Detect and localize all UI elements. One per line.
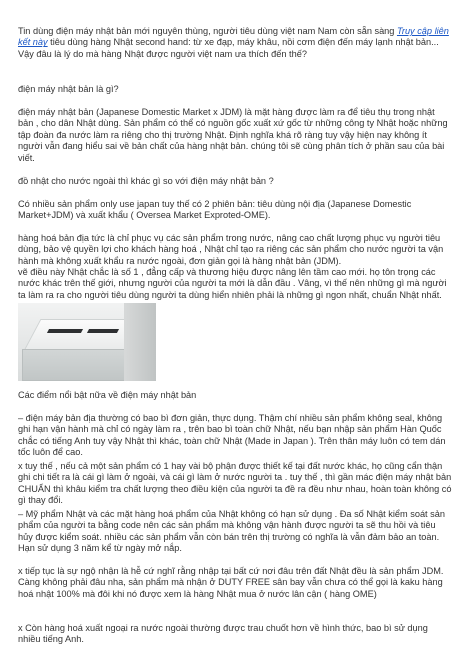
heading-what-is: điện máy nhật bản là gì? bbox=[18, 84, 119, 94]
intro-paragraph bbox=[18, 26, 452, 60]
intro-text-start: Tin dùng điện máy nhật bản mới nguyên thùng, người tiêu dùng việt nam Nam còn sẵn sàng bbox=[18, 26, 397, 36]
intro-link[interactable]: Truy cập liên kết này bbox=[18, 26, 449, 48]
paragraph-expiry: – Mỹ phẩm Nhật và các mặt hàng hoá phẩm của Nhật không có hạn sử dụng . Đa số Nhật kiểm soát sản phẩm của người ta bằng code nên các sản phẩm mà không vận hành được người ta sẽ thu hồi và tiêu hủy được kiểm soát. nhiều các sản phẩm vẫn còn bán trên thị trường có nghĩa là vẫn đảm bảo an toàn. Hạn sử dụng 3 năm kể từ ngày mở nắp. bbox=[18, 509, 445, 554]
paragraph-definition: điện máy nhật bản (Japanese Domestic Market x JDM) là mặt hàng được làm ra để tiêu thụ trong nhật bản , cho dân Nhật dùng. Sản phẩm có thể có nguồn gốc xuất xứ gốc từ những công ty Nhật hoặc những tập đoàn đa nước làm ra riêng cho thị trường Nhật. Định nghĩa khá rõ ràng tuy vậy hiện nay không ít người vẫn đang hiểu sai về bản chất của hàng nhật bản. chúng tôi sẽ cùng phân tích ở phần sau của bài viết. bbox=[18, 107, 448, 163]
heading-difference: đồ nhật cho nước ngoài thì khác gì so với điện máy nhật bản ? bbox=[18, 176, 274, 186]
paragraph-duty-free: x tiếp tục là sự ngộ nhận là hễ cứ nghĩ rằng nhập tại bất cứ nơi đâu trên đất Nhật đều là sản phẩm JDM. Càng không phải đâu nha, sản phẩm mà nhận ở DUTY FREE sân bay vẫn chưa có thể gọi là kaku hàng hoá nhật 100% mà đôi khi nó được xem là hàng Nhật mua ở nước lân cận ( hàng OME) bbox=[18, 566, 444, 599]
heading-highlights: Các điểm nổi bật nữa về điện máy nhật bản bbox=[18, 390, 197, 400]
paragraph-parts: x tuy thế , nếu cả một sản phẩm có 1 hay vài bộ phận được thiết kế tại đất nước khác, họ cũng cẩn thận ghi chi tiết ra là cái gì làm ở ngoài, và cái gì làm ở nước người ta . tuy thế , thì gần mác điện máy nhật bản CHUẨN thì khâu kiểm tra chất lượng theo điều kiện của người ta đề ra đều như nhau, hoàn toàn không có gì thay đổi. bbox=[18, 461, 452, 506]
intro-text-end: tiêu dùng hàng Nhật second hand: từ xe đạp, máy khâu, nồi cơm điện đến máy lạnh nhật bản... Vậy đâu là lý do mà hàng Nhật được người việt nam ưa thích đến thế? bbox=[18, 37, 439, 59]
induction-cooktop-photo bbox=[18, 303, 156, 381]
paragraph-export: x Còn hàng hoá xuất ngoại ra nước ngoài thường được trau chuốt hơn về hình thức, bao bì sử dụng nhiều tiếng Anh. bbox=[18, 623, 428, 645]
paragraph-versions: Có nhiều sản phẩm only use japan tuy thế có 2 phiên bản: tiêu dùng nội địa (Japanese Domestic Market+JDM) và xuất khẩu ( Oversea Market Exproted-OME). bbox=[18, 199, 412, 221]
paragraph-quality: vẽ điều này Nhật chắc là số 1 , đẳng cấp và thương hiệu được nâng lên tầm cao mới. họ tôn trọng các nước khác trên thế giới, nhưng người của người ta mới là dẫn đầu . Vâng, vì thế nên những gì mà người ta làm ra ra cho người tiêu dùng người ta dùng hiển nhiên phải là những gì ngon nhất, chuẩn Nhật nhất. bbox=[18, 267, 447, 300]
paragraph-domestic: hàng hoá bản địa tức là chỉ phục vụ các sản phẩm trong nước, nâng cao chất lượng phục vụ người tiêu dùng, bảo vệ quyền lợi cho khách hàng hoá , Nhật chỉ tạo ra riêng các sản phẩm cho nước người ta vận hành mà không xuất khẩu ra nước ngoài, đơn giản gọi là hàng nhật bản (JDM). bbox=[18, 233, 444, 266]
paragraph-packaging: – điện máy bản địa thường có bao bì đơn giản, thực dụng. Thậm chí nhiều sản phẩm không seal, không ghi hạn vận hành mà chỉ có ngày làm ra , trên bao bì toàn chữ Nhật, nếu bạn nhập sản phẩm Hàn Quốc chắc có tiếng Anh tuy vậy Nhật thì khác, toàn chữ Nhật (Made in Japan ). Trên thân máy luôn có tem dán tốc luôn để cao. bbox=[18, 413, 446, 458]
